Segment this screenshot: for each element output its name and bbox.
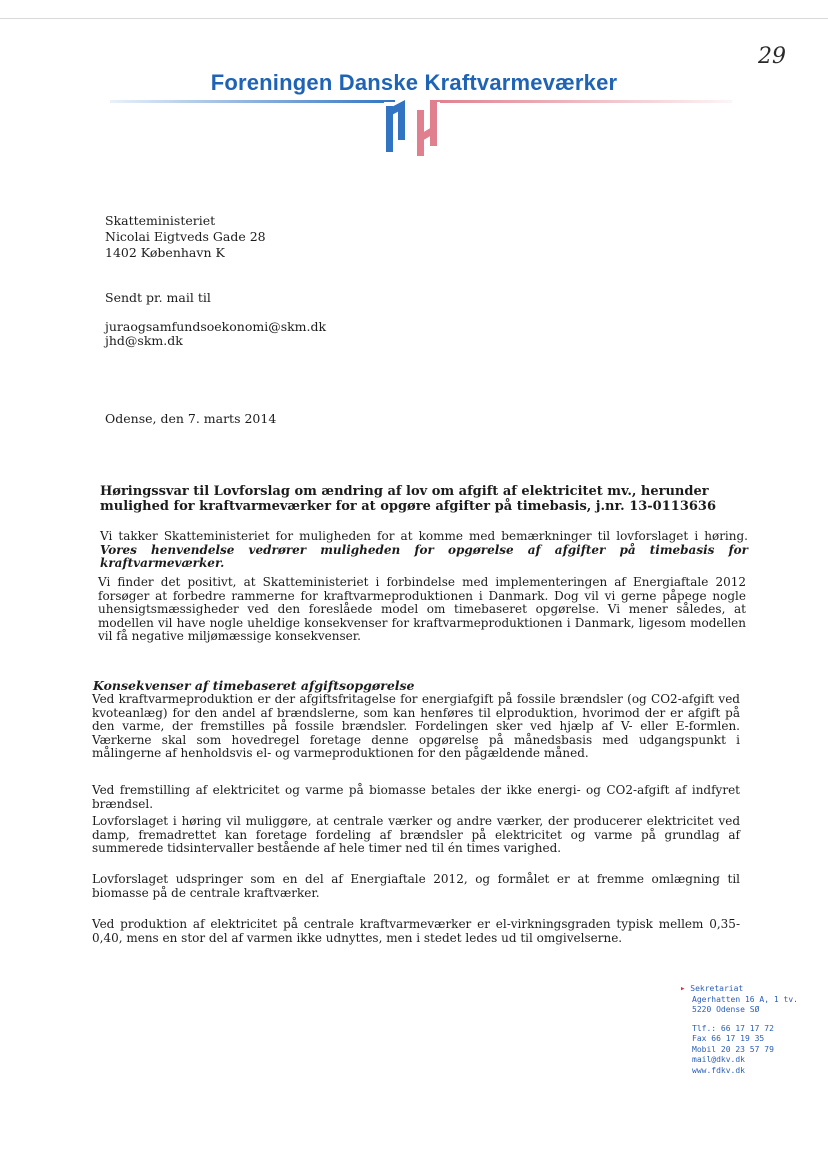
paragraph-energy-agreement: Lovforslaget udspringer som en del af Energiaftale 2012, og formålet er at fremme omlægning til biomasse på de centrale kraftværker. [92, 872, 740, 900]
page-number: 29 [758, 44, 786, 69]
mail-link[interactable]: mail@dkv.dk [692, 1055, 745, 1064]
paragraph-intro [100, 530, 748, 571]
paragraph-efficiency: Ved produktion af elektricitet på centrale kraftvarmeværker er el-virkningsgraden typisk mellem 0,35-0,40, mens en stor del af varmen ikke udnyttes, men i stedet ledes ud til omgivelserne. [92, 917, 740, 945]
letter-heading: Høringssvar til Lovforslag om ændring af lov om afgift af elektricitet mv., herunder mulighed for kraftvarmeværker for at opgøre afgifter på timebasis, j.nr. 13-0113636 [100, 484, 717, 514]
letter-date: Odense, den 7. marts 2014 [105, 411, 277, 426]
paragraph-biomass: Ved fremstilling af elektricitet og varme på biomasse betales der ikke energi- og CO2-afgift af indfyret brændsel. [92, 783, 740, 811]
address-line: Agerhatten 16 A, 1 tv. [692, 994, 798, 1004]
email-address: juraogsamfundsoekonomi@skm.dk [105, 319, 327, 334]
secretariat-title: Sekretariat [690, 984, 744, 993]
section-subheading: Konsekvenser af timebaseret afgiftsopgørelse [93, 678, 415, 693]
logo-line-right [432, 100, 732, 103]
logo-line-left [110, 100, 395, 103]
paragraph-bill: Lovforslaget i høring vil muliggøre, at centrale værker og andre værker, der producerer elektricitet ved damp, fremadrettet kan foretage fordeling af brændsler på elektricitet og varme på grundlag af summerede tidsintervaller bestående af hele timer ned til én times varighed. [92, 814, 740, 855]
secretariat-contact [680, 984, 798, 1076]
paragraph-consequences: Ved kraftvarmeproduktion er der afgiftsfritagelse for energiafgift på fossile brændsler (og CO2-afgift ved kvoteanlæg) for den andel af brændslerne, som kan henføres til elproduktion, hvorimod der er afgift på den varme, der fremstilles på fossile brændsler. Fordelingen sker ved hjælp af V- eller E-formlen. Værkerne skal som hovedregel foretage denne opgørelse på månedsbasis med udgangspunkt i målingerne af henholdsvis el- og varmeproduktionen for den pågældende måned. [92, 692, 740, 760]
recipient-line: Skatteministeriet [105, 213, 216, 228]
fax: Fax 66 17 19 35 [692, 1034, 765, 1043]
recipient-address [105, 213, 266, 261]
address-line: 5220 Odense SØ [692, 1005, 760, 1014]
web-link[interactable]: www.fdkv.dk [692, 1065, 745, 1075]
page-top-edge [0, 18, 828, 19]
bullet-icon: ▸ [680, 984, 686, 994]
email-list [105, 320, 326, 348]
org-name: Foreningen Danske Kraftvarmeværker [210, 70, 618, 95]
recipient-line: 1402 København K [105, 245, 225, 260]
paragraph-positive: Vi finder det positivt, at Skatteministeriet i forbindelse med implementeringen af Energiaftale 2012 forsøger at forbedre rammerne for kraftvarmeproduktionen i Danmark. Dog vil vi gerne påpege nogle uhensigtsmæssigheder ved den foreslåede model om timebaseret opgørelse. Vi mener således, at modellen vil have nogle uheldige konsekvenser for kraftvarmeproduktionen i Danmark, ligesom modellen vil få negative miljømæssige konsekvenser. [98, 575, 746, 643]
org-logo-icon [384, 96, 440, 156]
recipient-line: Nicolai Eigtveds Gade 28 [105, 229, 266, 244]
phone: Tlf.: 66 17 17 72 [692, 1023, 774, 1033]
intro-emphasis: Vores henvendelse vedrører muligheden for opgørelse af afgifter på timebasis for kraftvarmeværker. [100, 542, 748, 570]
intro-text: Vi takker Skatteministeriet for muligheden for at komme med bemærkninger til lovforslaget i høring. [100, 529, 748, 543]
sent-by-mail-label: Sendt pr. mail til [105, 290, 211, 305]
mobile: Mobil 20 23 57 79 [692, 1044, 774, 1054]
email-address: jhd@skm.dk [105, 333, 183, 348]
